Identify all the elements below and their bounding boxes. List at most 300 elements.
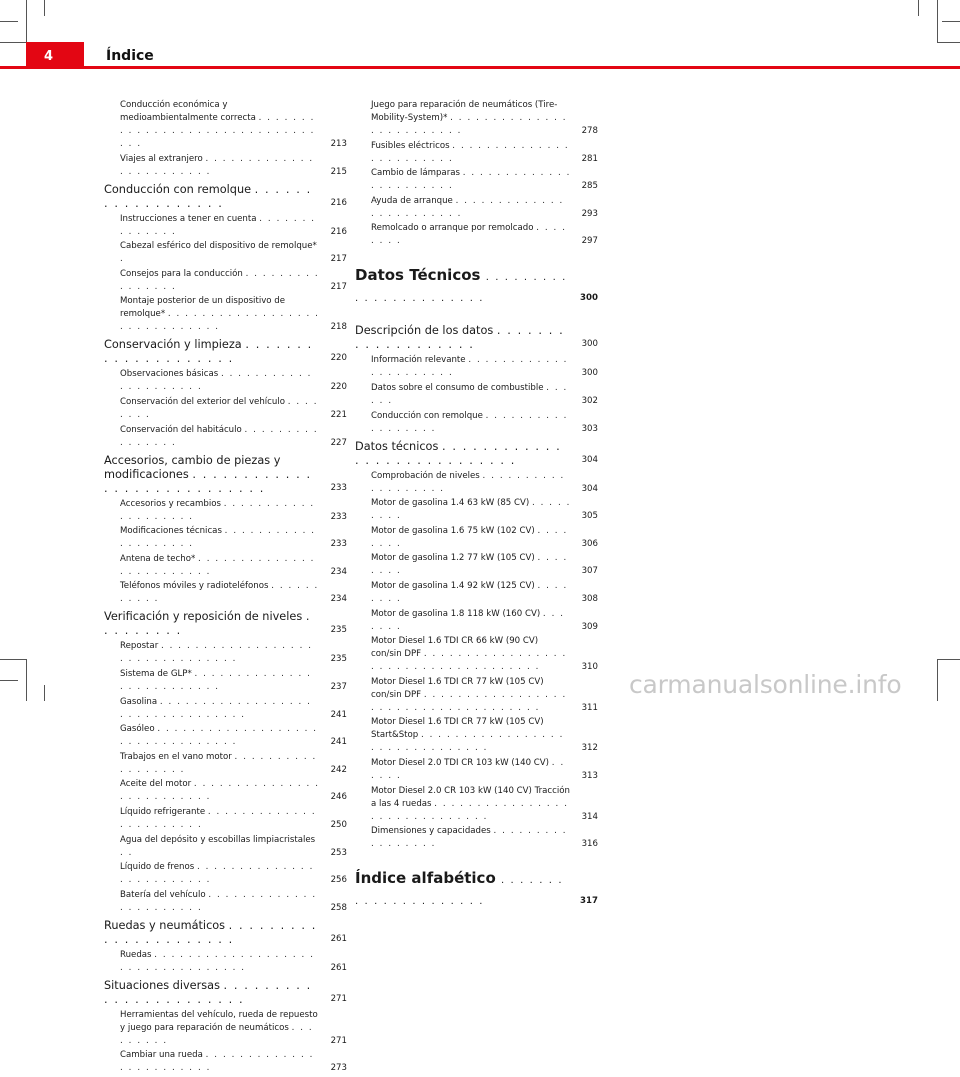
toc-page-number: 233 [330,482,347,493]
toc-entry-label: Datos técnicos [355,439,439,453]
toc-entry[interactable] [104,640,347,666]
toc-entry[interactable] [104,1049,347,1075]
toc-leader-dots: . . . . . . . . . . . . . . . . . . . [355,324,565,352]
toc-page-number: 235 [330,654,347,665]
toc-page-number: 250 [330,819,347,830]
crop-mark [942,21,960,22]
toc-entry-text [371,354,571,380]
toc-entry-text [371,410,571,436]
toc-entry-text [371,785,571,824]
toc-entry[interactable] [104,213,347,239]
toc-entry-text [104,338,320,366]
toc-page-number: 213 [330,139,347,149]
toc-entry-text [120,668,320,694]
toc-entry[interactable] [104,368,347,394]
toc-entry-label: Batería del vehículo [120,889,206,900]
toc-entry[interactable] [355,785,598,824]
toc-page-number: 233 [330,511,347,522]
toc-leader-dots: . . . . . . . . . . . . . . . . . . . . . . . . . . [120,668,312,692]
crop-mark [937,0,938,42]
toc-entry-text [371,676,571,715]
toc-leader-dots: . . . . . . . . . . . . . . . . . . . . . . . . . [120,553,315,577]
toc-leader-dots: . . . . . . [371,382,568,406]
toc-entry-text [371,552,571,578]
toc-page-number: 216 [330,226,347,237]
toc-leader-dots: . . . . . . . . [371,580,568,604]
toc-entry-text [371,716,571,755]
toc-entry-label: Motor Diesel 2.0 TDI CR 103 kW (140 CV) [371,757,550,768]
toc-page-number: 218 [330,322,347,333]
toc-entry-label: Observaciones básicas [120,369,219,380]
toc-page-number: 220 [330,353,347,364]
toc-leader-dots: . . . . . . . . . . . . . . . . . . . . . . . . [371,140,570,164]
toc-page-number: 216 [330,197,347,208]
toc-entry-label: Motor de gasolina 1.4 92 kW (125 CV) [371,580,535,591]
toc-entry-text [371,757,571,783]
toc-entry-text [355,266,571,308]
toc-leader-dots: . . . . . . . . . . . . . . . . . . . . . . . [120,806,317,830]
toc-entry-label: Índice alfabético [355,869,496,888]
toc-entry-text [104,919,320,947]
toc-page-number: 305 [581,511,598,522]
toc-entry-label: Sistema de GLP* [120,668,192,679]
toc-page-number: 220 [330,382,347,393]
toc-page-number: 221 [330,409,347,420]
toc-entry-label: Verificación y reposición de niveles [104,610,303,624]
crop-mark [0,659,26,660]
toc-entry-label: Gasolina [120,696,158,707]
toc-leader-dots: . . . . . . . . . . . . . . . . . . . . . . . [104,978,312,1006]
toc-page-number: 278 [581,126,598,136]
toc-entry[interactable] [104,99,347,151]
toc-entry-text [355,869,571,911]
toc-entry-label: Motor Diesel 1.6 TDI CR 77 kW (105 CV) Start&Stop [371,717,544,741]
toc-entry-text [371,167,571,193]
toc-entry-text [120,153,320,179]
toc-entry-label: Motor de gasolina 1.6 75 kW (102 CV) [371,525,535,536]
toc-page-number: 215 [330,166,347,177]
toc-page-number: 308 [581,593,598,604]
page-title: Índice [106,48,154,64]
toc-entry-text [371,608,571,634]
toc-leader-dots: . . . . . . . . . . . . . . . . . . . . [120,498,315,522]
toc-leader-dots: . . . . . . . . . . . . . . . . . . . . . . . . [371,195,564,219]
toc-entry-text [371,635,571,674]
toc-page-number: 303 [581,423,598,434]
toc-entry-label: Antena de techo* [120,553,196,564]
toc-entry-label: Juego para reparación de neumáticos (Tire-Mobility-System)* [371,100,558,123]
toc-page-number: 311 [581,702,598,713]
toc-leader-dots: . . . . . . . . [371,553,568,577]
toc-entry[interactable] [355,195,598,221]
toc-page-number: 237 [330,681,347,692]
toc-leader-dots: . . . . . . . . . . . . . . . . . . . . . . . . . . . . . . . [371,730,564,754]
toc-entry[interactable] [355,382,598,408]
toc-entry-label: Motor de gasolina 1.2 77 kW (105 CV) [371,553,535,564]
toc-section[interactable] [104,610,347,638]
toc-chapter[interactable] [355,869,598,911]
toc-entry-label: Instrucciones a tener en cuenta [120,213,257,224]
crop-mark [26,659,27,701]
toc-entry-label: Teléfonos móviles y radioteléfonos [120,581,269,592]
toc-page-number: 309 [581,621,598,632]
toc-entry-text [120,99,320,151]
toc-page-number: 234 [330,594,347,605]
toc-entry-label: Fusibles eléctricos [371,140,450,151]
toc-entry[interactable] [355,222,598,248]
toc-entry-text [371,382,571,408]
toc-page-number: 281 [581,153,598,164]
toc-entry-label: Información relevante [371,355,466,366]
toc-entry[interactable] [355,676,598,715]
toc-leader-dots: . [120,254,125,265]
toc-entry-text [371,99,571,138]
toc-entry[interactable] [104,806,347,832]
toc-leader-dots: . . . . . . . . . . . . . . . . . . . . . . . . . . . . [355,439,562,467]
toc-entry[interactable] [355,410,598,436]
toc-leader-dots: . . . . . . . . . . . . . . . . . . . . . . . [120,889,317,913]
toc-page-number: 285 [581,181,598,192]
page-number-box [26,42,84,69]
toc-leader-dots: . . . . . . . . . . . . . . . . . [371,826,568,850]
toc-page-number: 235 [330,625,347,636]
toc-page-number: 293 [581,208,598,219]
toc-entry[interactable] [355,825,598,851]
toc-leader-dots: . . . . . . . . . . . . . . . . . . . . . . . . . . . . . . . . . [120,113,315,149]
toc-leader-dots: . . . . . . . . . . . . . . . . [120,268,320,292]
toc-entry[interactable] [355,757,598,783]
toc-leader-dots: . . . . . . . . . . . . . . . . . . . . . . . . [120,153,314,177]
toc-entry[interactable] [104,580,347,606]
toc-leader-dots: . . . . . . . . . . . . . . . . . . . . . . . . . . . . . . . . [120,641,313,665]
toc-page-number: 256 [330,875,347,886]
toc-leader-dots: . . . . . . . . . . . . . . . . . . . . . . . . [120,1050,314,1074]
toc-left-column [104,99,347,1077]
toc-entry[interactable] [104,778,347,804]
toc-leader-dots: . . . . . . . . . . . . . . . . . . [120,751,317,775]
toc-section[interactable] [104,919,347,947]
toc-entry-text [120,1049,320,1075]
toc-entry-label: Descripción de los datos [355,324,494,338]
toc-page-number: 234 [330,566,347,577]
toc-leader-dots: . . . . . . . . [120,396,319,420]
toc-entry[interactable] [104,553,347,579]
toc-entry-label: Motor Diesel 2.0 CR 103 kW (140 CV) Tracción a las 4 ruedas [371,785,570,809]
toc-entry-text [371,825,571,851]
toc-leader-dots: . . . . . . . . . . . . . . . . . . [104,182,312,210]
toc-leader-dots: . . [120,847,133,858]
toc-entry[interactable] [104,295,347,334]
toc-entry-label: Motor de gasolina 1.8 118 kW (160 CV) [371,608,541,619]
toc-leader-dots: . . . . . . . . [371,525,568,549]
toc-leader-dots: . . . . . . . . . . . . . . . . . . . . . . . . . . . . . . . . . [120,696,312,720]
toc-page-number: 316 [581,839,598,850]
toc-page-number: 304 [581,483,598,494]
toc-entry-label: Comprobación de niveles [371,470,480,481]
toc-entry[interactable] [104,1009,347,1048]
toc-entry[interactable] [355,99,598,138]
toc-entry[interactable] [104,153,347,179]
toc-entry[interactable] [355,497,598,523]
crop-mark [0,680,18,681]
toc-page-number: 273 [330,1063,347,1074]
toc-page-number: 271 [330,1035,347,1046]
toc-entry-text [355,324,571,352]
toc-entry-label: Accesorios y recambios [120,498,221,509]
toc-entry[interactable] [355,140,598,166]
toc-entry[interactable] [104,268,347,294]
toc-entry-label: Conducción económica y medioambientalmente correcta [120,100,256,123]
toc-entry[interactable] [355,354,598,380]
toc-leader-dots: . . . . . . . . . . . . . . . . [120,424,319,448]
toc-section[interactable] [355,440,598,468]
crop-mark [937,659,960,660]
toc-leader-dots: . . . . . . . . . . . . . . . . . . . . . . [371,355,568,379]
toc-section[interactable] [104,338,347,366]
toc-entry-label: Motor Diesel 1.6 TDI CR 77 kW (105 CV) con/sin DPF [371,676,544,700]
watermark: carmanualsonline.info [629,670,902,699]
toc-leader-dots: . . . . . . . . . . . . . . . . . . . . . . . . . . . . . . . . . [120,724,318,748]
toc-entry[interactable] [104,834,347,860]
toc-entry-text [120,778,320,804]
toc-entry-text [371,580,571,606]
toc-leader-dots: . . . . . . . . . . . . . . [120,213,316,237]
toc-entry-text [120,640,320,666]
toc-entry[interactable] [355,580,598,606]
toc-leader-dots: . . . . . . . . . . . . . . . . . . . . . . . . . . . . [104,467,312,495]
crop-mark [26,0,27,42]
toc-entry[interactable] [104,889,347,915]
toc-leader-dots: . . . . . . . . . [120,1022,314,1046]
toc-leader-dots: . . . . . . . . . . . . . . . . . . [371,410,568,434]
toc-entry-label: Dimensiones y capacidades [371,826,491,837]
toc-page-number: 300 [581,339,598,350]
toc-entry[interactable] [104,240,347,266]
toc-chapter[interactable] [355,266,598,308]
toc-entry[interactable] [104,396,347,422]
toc-page-number: 246 [330,792,347,803]
toc-leader-dots: . . . . . . . . . [104,610,312,638]
toc-page-number: 297 [581,236,598,247]
toc-entry[interactable] [355,167,598,193]
toc-entry[interactable] [104,424,347,450]
toc-entry-text [104,610,320,638]
toc-entry-text [120,861,320,887]
toc-entry-text [120,889,320,915]
toc-entry[interactable] [355,716,598,755]
toc-entry[interactable] [355,525,598,551]
toc-entry-text [120,525,320,551]
toc-section[interactable] [104,183,347,211]
toc-leader-dots: . . . . . . . . . . . . . . . . . . . . . . . . . . . . . . . . . . . . . [371,689,567,713]
toc-leader-dots: . . . . . . . . . . . . . . . . . . . . [104,338,313,366]
toc-page-number: 253 [330,847,347,858]
toc-entry-label: Cabezal esférico del dispositivo de remolque* [120,241,317,252]
toc-leader-dots: . . . . . . . . . . . . . . . . . . . . . . . . . [120,862,314,886]
toc-page-number: 227 [330,437,347,448]
toc-entry[interactable] [355,552,598,578]
toc-entry-text [120,396,320,422]
toc-leader-dots: . . . . . . . . . . . . . . . . . . . . . . . . . [371,113,568,136]
toc-entry-label: Conservación y limpieza [104,338,242,352]
crop-mark [44,685,45,701]
toc-leader-dots: . . . . . . . . . . . . . . . . . . . . [120,526,316,550]
toc-entry-text [371,470,571,496]
toc-page-number: 312 [581,743,598,754]
toc-leader-dots: . . . . . . [371,757,565,781]
toc-entry-label: Montaje posterior de un dispositivo de remolque* [120,296,286,320]
toc-page-number: 314 [581,811,598,822]
toc-entry-text [371,195,571,221]
toc-page-number: 300 [581,368,598,379]
toc-page-number: 261 [330,933,347,944]
toc-entry-text [120,295,320,334]
toc-entry[interactable] [104,525,347,551]
toc-entry-label: Cambio de lámparas [371,168,460,179]
toc-entry-label: Conducción con remolque [371,410,483,421]
toc-entry-text [120,213,320,239]
toc-entry-label: Conservación del exterior del vehículo [120,396,285,407]
toc-leader-dots: . . . . . . . . . [371,498,571,522]
toc-entry-label: Datos sobre el consumo de combustible [371,382,544,393]
toc-leader-dots: . . . . . . . . . . . [120,581,319,605]
toc-entry[interactable] [355,608,598,634]
toc-entry-text [371,222,571,248]
toc-leader-dots: . . . . . . . . [371,223,567,247]
toc-entry-label: Viajes al extranjero [120,153,203,164]
toc-entry-text [371,497,571,523]
toc-entry-label: Gasóleo [120,724,155,735]
toc-entry-text [120,498,320,524]
toc-page-number: 313 [581,770,598,781]
toc-leader-dots: . . . . . . . . . . . . . . . . . . . . . . . . . . . . . . [371,798,569,822]
toc-page-number: 317 [580,896,598,907]
toc-entry-text [120,806,320,832]
toc-entry-label: Motor de gasolina 1.4 63 kW (85 CV) [371,498,530,509]
toc-page-number: 217 [330,281,347,292]
toc-entry-label: Agua del depósito y escobillas limpiacristales [120,834,316,845]
crop-mark [0,42,26,43]
toc-page-number: 307 [581,566,598,577]
toc-entry[interactable] [104,723,347,749]
toc-entry[interactable] [104,861,347,887]
toc-entry[interactable] [104,498,347,524]
toc-right-column [355,99,598,927]
toc-entry-text [120,240,320,266]
toc-page-number: 310 [581,662,598,673]
toc-entry-label: Conservación del habitáculo [120,424,242,435]
toc-entry-label: Aceite del motor [120,779,192,790]
toc-entry-text [120,1009,320,1048]
toc-leader-dots: . . . . . . . . . . . . . . . . . . . [371,470,565,494]
toc-entry-text [104,183,320,211]
toc-entry-text [120,424,320,450]
toc-entry-label: Conducción con remolque [104,182,252,196]
toc-entry[interactable] [104,949,347,975]
toc-page-number: 217 [330,254,347,265]
toc-entry-label: Ruedas [120,949,152,960]
toc-entry-label: Datos Técnicos [355,266,481,285]
toc-entry-label: Modificaciones técnicas [120,526,222,537]
toc-leader-dots: . . . . . . . . . . . . . . . . . . . . . . . . . . . . . . . . . . . . . [371,649,567,673]
crop-mark [0,21,18,22]
toc-entry[interactable] [355,635,598,674]
toc-entry-text [120,949,320,975]
toc-entry[interactable] [104,668,347,694]
toc-entry-text [120,368,320,394]
toc-section[interactable] [104,979,347,1007]
toc-entry-text [104,979,320,1007]
toc-leader-dots: . . . . . . . . . . . . . . . . . . . . . . [104,918,317,946]
toc-leader-dots: . . . . . . . . . . . . . . . . . . . . . . . . . . [120,779,320,803]
toc-leader-dots: . . . . . . . . . . . . . . . . . . . . . . . . . . . . . . . . . . [120,949,315,973]
toc-leader-dots: . . . . . . . . . . . . . . . . . . . . . . . [371,168,571,192]
toc-page-number: 304 [581,454,598,465]
toc-leader-dots: . . . . . . . . . . . . . . . . . . . . . . . [355,272,567,305]
toc-entry[interactable] [104,696,347,722]
toc-entry-text [371,525,571,551]
crop-mark [44,0,45,16]
header-rule [0,66,960,69]
toc-entry-text [120,834,320,860]
toc-entry-label: Líquido refrigerante [120,806,206,817]
toc-entry-label: Remolcado o arranque por remolcado [371,223,534,234]
toc-entry-text [104,454,320,496]
toc-page-number: 241 [330,709,347,720]
toc-leader-dots: . . . . . . . . . . . . . . . . . . . . . [355,875,564,908]
toc-entry-text [120,723,320,749]
toc-entry-text [120,268,320,294]
toc-leader-dots: . . . . . . . . . . . . . . . . . . . . . [120,369,312,393]
toc-entry-text [120,580,320,606]
toc-entry-text [120,553,320,579]
toc-section[interactable] [355,324,598,352]
toc-entry-label: Consejos para la conducción [120,268,243,279]
toc-entry-label: Herramientas del vehículo, rueda de repuesto y juego para reparación de neumáticos [120,1009,318,1033]
toc-page-number: 302 [581,395,598,406]
toc-entry-text [355,440,571,468]
toc-entry-label: Accesorios, cambio de piezas y modificaciones [104,453,281,481]
toc-page-number: 271 [330,993,347,1004]
toc-page-number: 233 [330,539,347,550]
toc-entry-label: Situaciones diversas [104,978,220,992]
toc-entry[interactable] [355,470,598,496]
toc-entry-text [120,696,320,722]
toc-entry-label: Motor Diesel 1.6 TDI CR 66 kW (90 CV) con/sin DPF [371,636,539,660]
toc-page-number: 241 [330,737,347,748]
crop-mark [937,659,938,701]
toc-page-number: 300 [580,293,598,304]
toc-leader-dots: . . . . . . . [371,608,565,632]
toc-page-number: 261 [330,962,347,973]
toc-entry-text [371,140,571,166]
toc-entry[interactable] [104,751,347,777]
toc-entry-label: Trabajos en el vano motor [120,751,232,762]
toc-leader-dots: . . . . . . . . . . . . . . . . . . . . . . . . . . . . . . [120,309,320,333]
toc-page-number: 258 [330,902,347,913]
toc-entry-label: Ayuda de arranque [371,195,453,206]
crop-mark [937,42,960,43]
page-number: 4 [44,49,54,64]
toc-entry-label: Líquido de frenos [120,862,195,873]
toc-entry-text [120,751,320,777]
toc-page-number: 242 [330,764,347,775]
toc-entry-label: Ruedas y neumáticos [104,918,226,932]
toc-section[interactable] [104,454,347,496]
toc-page-number: 306 [581,538,598,549]
toc-entry-label: Repostar [120,641,159,652]
crop-mark [918,0,919,16]
